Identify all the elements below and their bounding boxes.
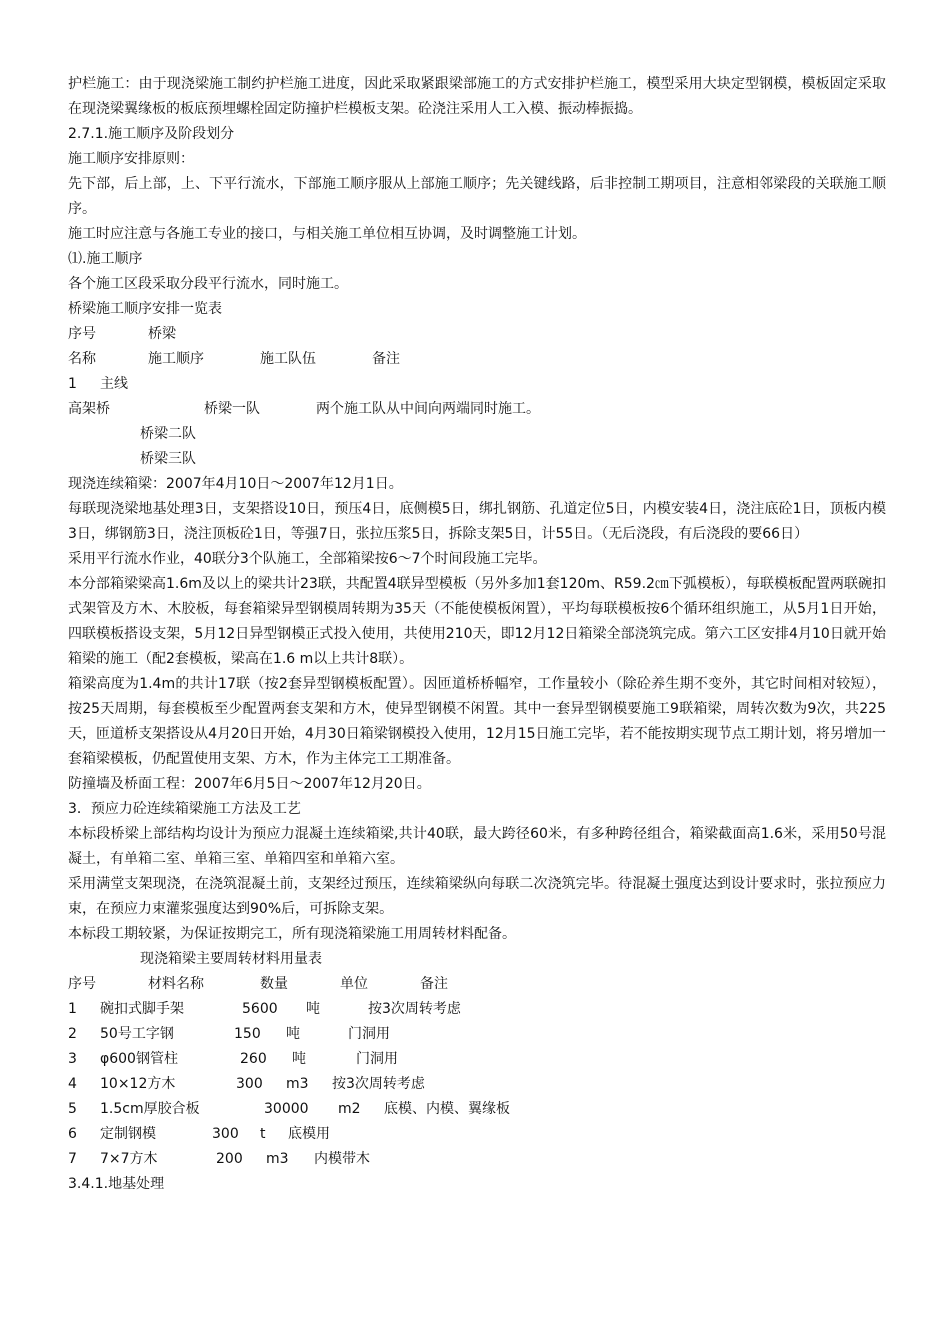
paragraph-flow-work: 采用平行流水作业，40联分3个队施工，全部箱梁按6～7个时间段施工完毕。: [68, 551, 547, 567]
paragraph-cast-period: 现浇连续箱梁：2007年4月10日～2007年12月1日。: [68, 476, 403, 492]
table2-row: [68, 1147, 886, 1172]
table2-cell: 5600: [242, 1001, 278, 1017]
table2-cell: 内模带木: [314, 1151, 370, 1167]
table2-cell: 6: [68, 1126, 77, 1142]
table2-row: [68, 1047, 886, 1072]
table2-cell: m3: [286, 1076, 309, 1092]
table2-cell: 1: [68, 1001, 77, 1017]
table2-cell: 300: [212, 1126, 239, 1142]
table2-cell: 按3次周转考虑: [332, 1076, 425, 1092]
table2-cell: 3: [68, 1051, 77, 1067]
table1-row: [68, 447, 886, 472]
table2-row: [68, 1097, 886, 1122]
table2-cell: 门洞用: [356, 1051, 398, 1067]
table2-cell: 50号工字钢: [100, 1026, 174, 1042]
table2-title: 现浇箱梁主要周转材料用量表: [140, 951, 322, 967]
paragraph-method: 采用满堂支架现浇，在浇筑混凝土前，支架经过预压，连续箱梁纵向每联二次浇筑完毕。待混凝土强度达到设计要求时，张拉预应力束，在预应力束灌浆强度达到90%后，可拆除支架。: [68, 876, 886, 917]
table2-header-row: [68, 972, 886, 997]
paragraph-interface: 施工时应注意与各施工专业的接口，与相关施工单位相互协调，及时调整施工计划。: [68, 226, 586, 242]
subheading-sequence: ⑴.施工顺序: [68, 251, 143, 267]
paragraph-parallel: 各个施工区段采取分段平行流水，同时施工。: [68, 276, 348, 292]
table2-cell: 定制钢模: [100, 1126, 156, 1142]
table2-cell: 5: [68, 1101, 77, 1117]
paragraph-barrier-period: 防撞墙及桥面工程：2007年6月5日～2007年12月20日。: [68, 776, 431, 792]
table2-cell: 2: [68, 1026, 77, 1042]
table2-cell: m2: [338, 1101, 361, 1117]
section-heading-3-4-1: 3.4.1.地基处理: [68, 1176, 165, 1192]
table2-cell: 7×7方木: [100, 1151, 158, 1167]
table2-cell: 7: [68, 1151, 77, 1167]
table2-row: [68, 1022, 886, 1047]
paragraph-formwork-14: 箱梁高度为1.4m的共计17联（按2套异型钢模板配置）。因匝道桥桥幅窄，工作量较小（除砼养生期不变外，其它时间相对较短），按25天周期，每套模板至少配置两套支架和方木，使异型钢模不闲置。其中一套异型钢模要施工9联箱梁，周转次数为9次，共225天，匝道桥支架搭设从4月20日开始，4月30日箱梁钢模投入使用，12月15日施工完毕，若不能按期实现节点工期计划，将另增加一套箱梁模板，仍配置使用支架、方木，作为主体完工工期准备。: [68, 676, 886, 767]
table2-cell: 吨: [306, 1001, 320, 1017]
table1-cell: 1: [68, 376, 77, 392]
table2-cell: 200: [216, 1151, 243, 1167]
table1-row: [68, 372, 886, 397]
table2-header-cell: 材料名称: [148, 976, 204, 992]
table2-cell: 吨: [286, 1026, 300, 1042]
table1-cell: 桥梁一队: [204, 401, 260, 417]
table1-cell: 高架桥: [68, 401, 110, 417]
table2-cell: 30000: [264, 1101, 309, 1117]
paragraph-structure: 本标段桥梁上部结构均设计为预应力混凝土连续箱梁,共计40联，最大跨径60米，有多种跨径组合，箱梁截面高1.6米，采用50号混凝土，有单箱二室、单箱三室、单箱四室和单箱六室。: [68, 826, 886, 867]
table2-cell: 门洞用: [348, 1026, 390, 1042]
paragraph-daily-schedule: 每联现浇梁地基处理3日，支架搭设10日，预压4日，底侧模5日，绑扎钢筋、孔道定位5日，内模安装4日，浇注底砼1日，顶板内模3日，绑钢筋3日，浇注顶板砼1日，等强7日，张拉压浆5日，拆除支架5日，计55日。（无后浇段，有后浇段的要66日）: [68, 501, 886, 542]
table1-row: [68, 397, 886, 422]
table1-header-cell: 备注: [372, 351, 400, 367]
table1-cell: 桥梁二队: [140, 426, 196, 442]
table2-cell: 1.5cm厚胶合板: [100, 1101, 200, 1117]
table2-cell: 碗扣式脚手架: [100, 1001, 184, 1017]
table2-cell: 按3次周转考虑: [368, 1001, 461, 1017]
paragraph-formwork-16: 本分部箱梁梁高1.6m及以上的梁共计23联，共配置4联异型模板（另外多加1套120m、R59.2㎝下弧模板），每联模板配置两联碗扣式架管及方木、木胶板，每套箱梁异型钢模周转期为35天（不能使模板闲置），平均每联模板按6个循环组织施工，从5月1日开始，四联模板搭设支架，5月12日异型钢模正式投入使用，共使用210天，即12月12日箱梁全部浇筑完成。第六工区安排4月10日就开始箱梁的施工（配2套模板，梁高在1.6 m以上共计8联）。: [68, 576, 886, 667]
table2-cell: 150: [234, 1026, 261, 1042]
table2-cell: m3: [266, 1151, 289, 1167]
table1-header-cell: 施工队伍: [260, 351, 316, 367]
table2-row: [68, 1072, 886, 1097]
paragraph-guardrail: 护栏施工：由于现浇梁施工制约护栏施工进度，因此采取紧跟梁部施工的方式安排护栏施工，模型采用大块定型钢模，模板固定采取在现浇梁翼缘板的板底预埋螺栓固定防撞护栏模板支架。砼浇注采用人工入模、振动棒振捣。: [68, 76, 886, 117]
table2-cell: t: [260, 1126, 266, 1142]
table2-row: [68, 997, 886, 1022]
table1-header-cell: 序号: [68, 326, 96, 342]
table2-header-cell: 序号: [68, 976, 96, 992]
table2-header-cell: 备注: [420, 976, 448, 992]
table1-cell: 桥梁三队: [140, 451, 196, 467]
table2-cell: 底模用: [288, 1126, 330, 1142]
table1-header-cell: 施工顺序: [148, 351, 204, 367]
table2-row: [68, 1122, 886, 1147]
table2-cell: 10×12方木: [100, 1076, 176, 1092]
table1-cell: 主线: [100, 376, 128, 392]
table1-title: 桥梁施工顺序安排一览表: [68, 301, 222, 317]
table1-header-cell: 名称: [68, 351, 96, 367]
table1-header-cell: 桥梁: [148, 326, 176, 342]
table2-cell: 吨: [292, 1051, 306, 1067]
paragraph-materials-intro: 本标段工期较紧，为保证按期完工，所有现浇箱梁施工用周转材料配备。: [68, 926, 516, 942]
table1-header-row-1: [68, 322, 886, 347]
table2-header-cell: 单位: [340, 976, 368, 992]
table1-row: [68, 422, 886, 447]
table2-cell: φ600钢管柱: [100, 1051, 178, 1067]
table2-cell: 4: [68, 1076, 77, 1092]
paragraph-principles: 先下部，后上部，上、下平行流水，下部施工顺序服从上部施工顺序；先关键线路，后非控制工期项目，注意相邻梁段的关联施工顺序。: [68, 176, 886, 217]
table2-cell: 260: [240, 1051, 267, 1067]
table2-cell: 底模、内模、翼缘板: [384, 1101, 510, 1117]
table2-cell: 300: [236, 1076, 263, 1092]
section-heading-2-7-1: 2.7.1.施工顺序及阶段划分: [68, 126, 235, 142]
table2-header-cell: 数量: [260, 976, 288, 992]
table1-cell: 两个施工队从中间向两端同时施工。: [316, 401, 540, 417]
paragraph-principles-label: 施工顺序安排原则：: [68, 151, 194, 167]
section-heading-3: 3．预应力砼连续箱梁施工方法及工艺: [68, 801, 301, 817]
table1-header-row-2: [68, 347, 886, 372]
